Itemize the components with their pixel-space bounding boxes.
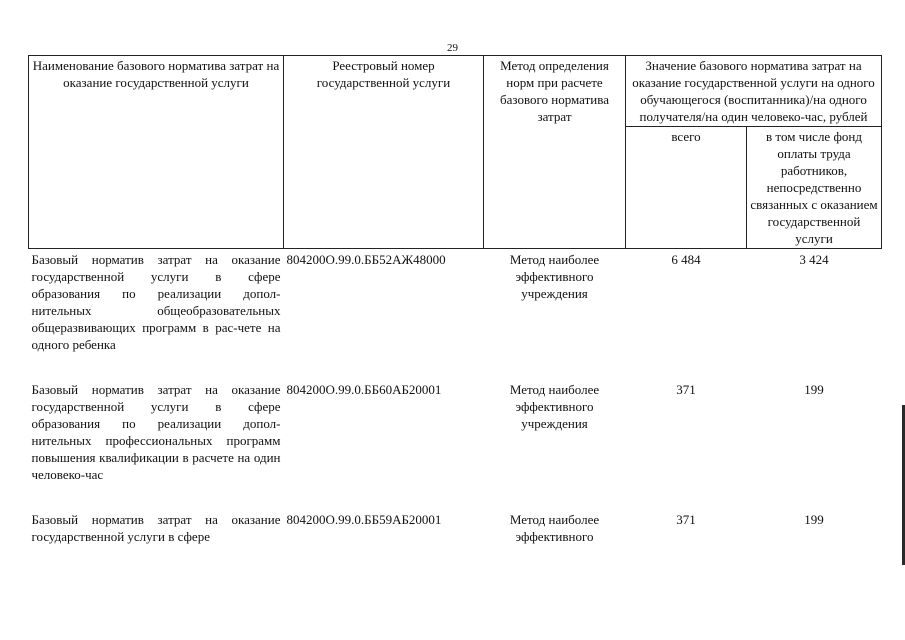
row-method: Метод наиболее эффективного	[509, 512, 600, 544]
row-payroll: 199	[804, 382, 824, 397]
table-row	[29, 509, 882, 547]
row-name: Базовый норматив затрат на оказание государственной услуги в сфере	[31, 512, 281, 544]
row-registry-number: 804200О.99.0.ББ60АБ20001	[286, 382, 442, 397]
header-row-top	[29, 56, 882, 127]
norm-table	[28, 55, 882, 547]
row-registry-number: 804200О.99.0.ББ52АЖ48000	[286, 252, 446, 267]
row-method: Метод наиболее эффективного учреждения	[509, 382, 600, 431]
row-payroll: 199	[804, 512, 824, 527]
header-value: Значение базового норматива затрат на оказание государственной услуги на одного обучающегося (воспитанника)/на одного получателя/на один человеко-час, рублей	[626, 56, 882, 127]
header-method: Метод определения норм при расчете базового норматива затрат	[484, 56, 626, 249]
row-total: 6 484	[671, 252, 701, 267]
header-payroll: в том числе фонд оплаты труда работников, непосредственно связанных с оказанием государственной услуги	[747, 127, 882, 249]
header-registry-number: Реестровый номер государственной услуги	[284, 56, 484, 249]
row-name: Базовый норматив затрат на оказание государственной услуги в сфере образования по реализации допол-нительных общеобразовательных общеразвивающих программ в рас-чете на одного ребенка	[31, 252, 281, 352]
row-method: Метод наиболее эффективного учреждения	[509, 252, 600, 301]
header-total: всего	[626, 127, 747, 249]
row-total: 371	[676, 512, 696, 527]
row-total: 371	[676, 382, 696, 397]
table-row	[29, 379, 882, 509]
row-payroll: 3 424	[799, 252, 829, 267]
row-registry-number: 804200О.99.0.ББ59АБ20001	[286, 512, 442, 527]
row-name: Базовый норматив затрат на оказание государственной услуги в сфере образования по реализации допол-нительных профессиональных программ повышения квалификации в расчете на один человеко-час	[31, 382, 281, 482]
page-number: 29	[447, 42, 458, 54]
table-row	[29, 249, 882, 380]
header-name: Наименование базового норматива затрат на оказание государственной услуги	[29, 56, 284, 249]
